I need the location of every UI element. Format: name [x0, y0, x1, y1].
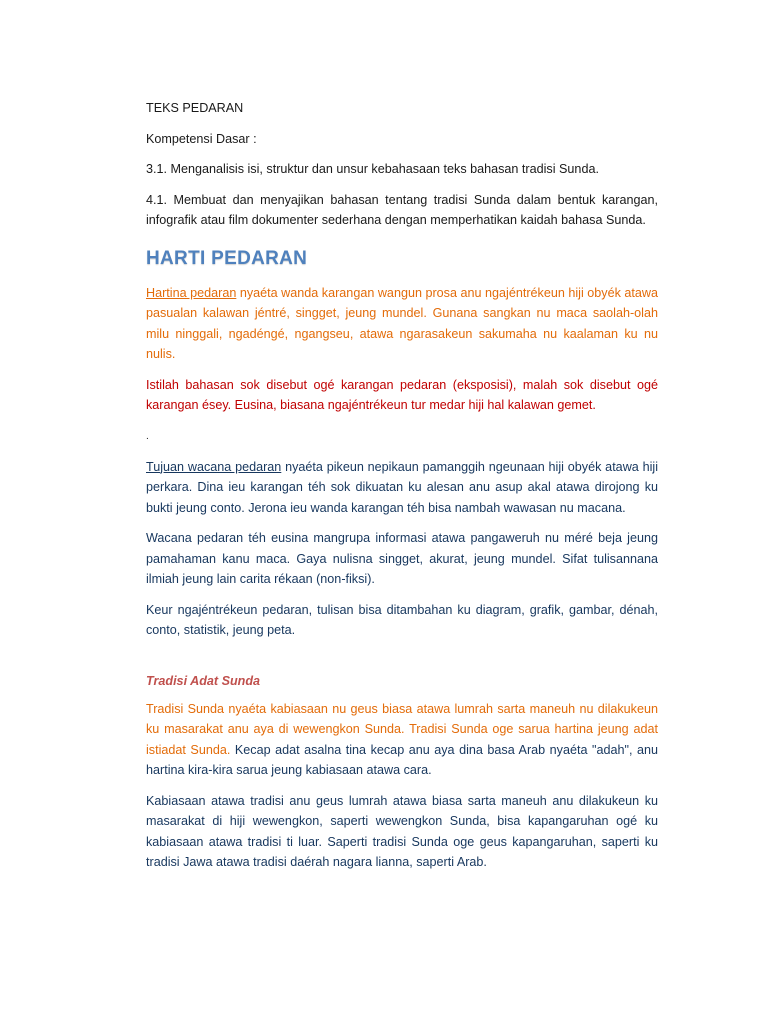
wacana-paragraph: Wacana pedaran téh eusina mangrupa informasi atawa pangaweruh nu méré beja jeung pamahaman kanu maca. Gaya nulisna singget, akurat, jeung mundel. Sifat tulisannana ilmiah jeung lain carita rékaan (non-fiksi). — [146, 531, 658, 586]
keur-paragraph: Keur ngajéntrékeun pedaran, tulisan bisa ditambahan ku diagram, grafik, gambar, dénah, conto, statistik, jeung peta. — [146, 602, 658, 637]
document-body — [146, 98, 658, 873]
tradisi-text: Kecap adat asalna tina kecap anu aya dina basa Arab nyaéta "adah", anu hartina kira-kira sarua jeung kabiasaan atawa cara. — [146, 742, 658, 777]
harti-term: Hartina pedaran — [146, 285, 237, 300]
doc-heading: TEKS PEDARAN — [146, 101, 244, 115]
tradisi-paragraph — [146, 699, 658, 781]
tradisi-highlight: Tradisi Sunda nyaéta kabiasaan nu geus biasa atawa lumrah sarta maneuh nu dilakukeun ku masarakat anu aya di wewengkon Sunda. Tradisi Sunda oge sarua hartina jeung adat istiadat Sunda. — [146, 701, 658, 757]
subheading-tradisi: Tradisi Adat Sunda — [146, 673, 261, 688]
harti-paragraph — [146, 283, 658, 365]
tujuan-paragraph — [146, 457, 658, 519]
tujuan-term: Tujuan wacana pedaran — [146, 459, 282, 474]
harti-text: nyaéta wanda karangan wangun prosa anu ngajéntrékeun hiji obyék atawa pasualan kalawan jéntré, singget, jeung mundel. Gunana sangkan nu maca saolah-olah milu ninggali, ngadéngé, ngangseu, atawa ngarasakeun sakumaha nu kaalaman ku nu nulis. — [146, 285, 658, 361]
stray-dot: . — [146, 430, 149, 442]
istilah-paragraph: Istilah bahasan sok disebut ogé karangan pedaran (eksposisi), malah sok disebut ogé karangan ésey. Eusina, biasana ngajéntrékeun tur medar hiji hal kalawan gemet. — [146, 377, 658, 412]
kd-label: Kompetensi Dasar : — [146, 131, 257, 146]
kd-item-2: 4.1. Membuat dan menyajikan bahasan tentang tradisi Sunda dalam bentuk karangan, infografik atau film dokumenter sederhana dengan memperhatikan kaidah bahasa Sunda. — [146, 192, 658, 227]
tujuan-text: nyaéta pikeun nepikaun pamanggih ngeunaan hiji obyék atawa hiji perkara. Dina ieu karangan téh sok dikuatan ku alesan anu asup akal atawa dirojong ku bukti jeung conto. Jerona ieu wanda karangan téh bisa nambah wawasan nu macana. — [146, 459, 658, 515]
kabiasaan-paragraph: Kabiasaan atawa tradisi anu geus lumrah atawa biasa sarta maneuh anu dilakukeun ku masarakat di hiji wewengkon, saperti wewengkon Sunda, bisa kapangaruhan ogé ku kabiasaan atawa tradisi ti luar. Saperti tradisi Sunda oge geus kapangaruhan, saperti ku tradisi Jawa atawa tradisi daérah nagara lianna, saperti Arab. — [146, 793, 658, 869]
kd-item-1: 3.1. Menganalisis isi, struktur dan unsur kebahasaan teks bahasan tradisi Sunda. — [146, 162, 599, 176]
section-title: HARTI PEDARAN — [146, 247, 308, 269]
